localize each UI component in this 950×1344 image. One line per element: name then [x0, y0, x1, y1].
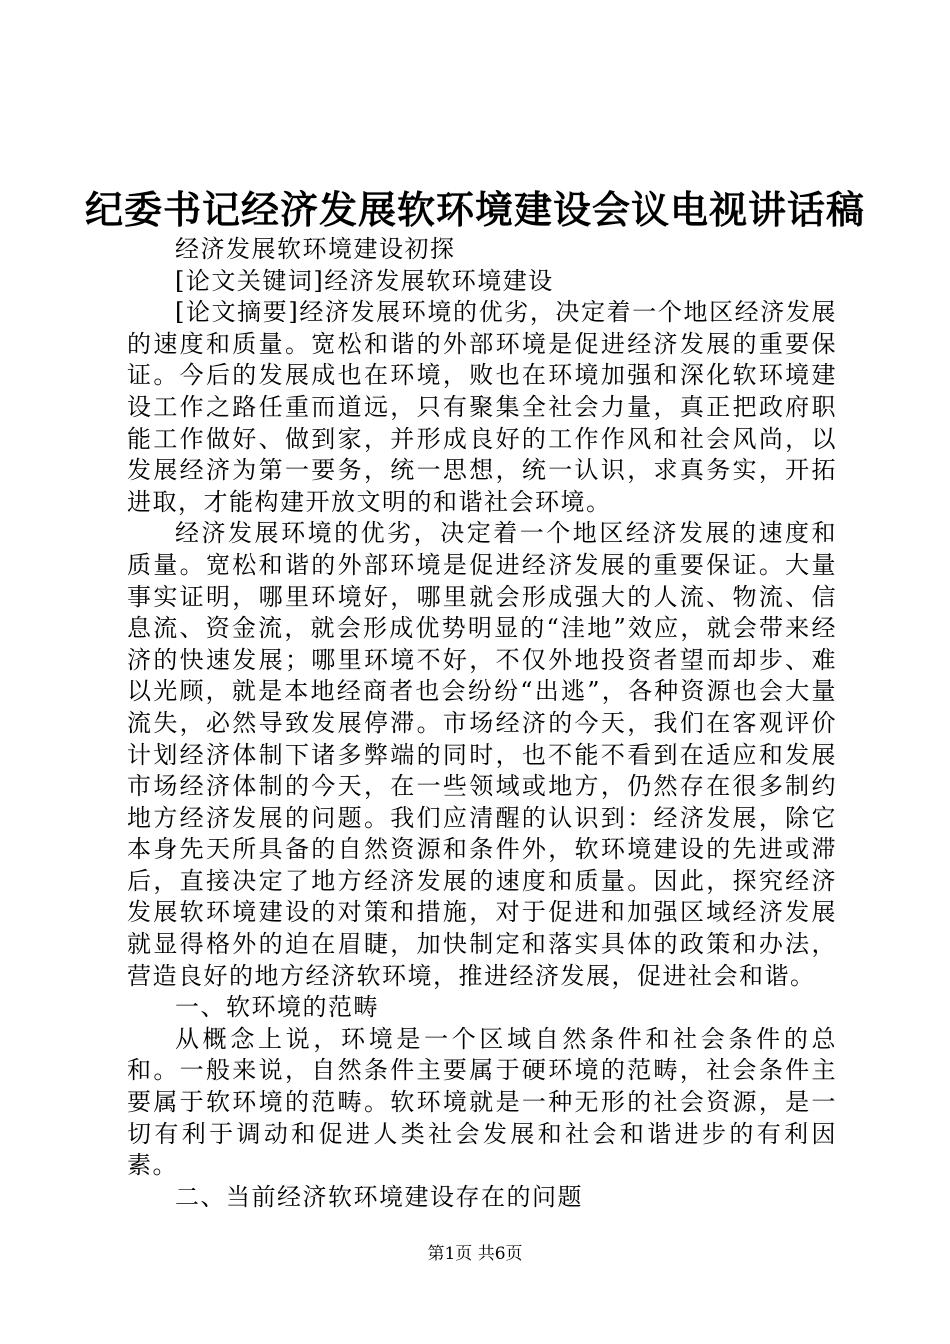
section-heading: 一、软环境的范畴 [175, 993, 379, 1022]
keywords-paragraph: [论文关键词]经济发展软环境建设 [175, 266, 554, 295]
document-body [127, 234, 837, 1213]
section-heading: 二、当前经济软环境建设存在的问题 [175, 1182, 583, 1211]
body-paragraph: 从概念上说，环境是一个区域自然条件和社会条件的总和。一般来说，自然条件主要属于硬环境的范畴，社会条件主要属于软环境的范畴。软环境就是一种无形的社会资源，是一切有利于调动和促进人类社会发展和社会和谐进步的有利因素。 [127, 1024, 837, 1180]
page-number-footer: 第1页 共6页 [427, 1244, 523, 1264]
document-title: 纪委书记经济发展软环境建设会议电视讲话稿 [84, 187, 865, 232]
subtitle-paragraph: 经济发展软环境建设初探 [175, 235, 456, 263]
body-paragraph: 经济发展环境的优劣，决定着一个地区经济发展的速度和质量。宽松和谐的外部环境是促进经济发展的重要保证。大量事实证明，哪里环境好，哪里就会形成强大的人流、物流、信息流、资金流，就会形成优势明显的“洼地”效应，就会带来经济的快速发展；哪里环境不好，不仅外地投资者望而却步、难以光顾，就是本地经商者也会纷纷“出逃”，各种资源也会大量流失，必然导致发展停滞。市场经济的今天，我们在客观评价计划经济体制下诸多弊端的同时，也不能不看到在适应和发展市场经济体制的今天，在一些领域或地方，仍然存在很多制约地方经济发展的问题。我们应清醒的认识到：经济发展，除它本身先天所具备的自然资源和条件外，软环境建设的先进或滞后，直接决定了地方经济发展的速度和质量。因此，探究经济发展软环境建设的对策和措施，对于促进和加强区域经济发展就显得格外的迫在眉睫，加快制定和落实具体的政策和办法，营造良好的地方经济软环境，推进经济发展，促进社会和谐。 [127, 519, 837, 990]
abstract-paragraph: [论文摘要]经济发展环境的优劣，决定着一个地区经济发展的速度和质量。宽松和谐的外部环境是促进经济发展的重要保证。今后的发展成也在环境，败也在环境加强和深化软环境建设工作之路任重而道远，只有聚集全社会力量，真正把政府职能工作做好、做到家，并形成良好的工作作风和社会风尚，以发展经济为第一要务，统一思想，统一认识，求真务实，开拓进取，才能构建开放文明的和谐社会环境。 [127, 298, 837, 516]
